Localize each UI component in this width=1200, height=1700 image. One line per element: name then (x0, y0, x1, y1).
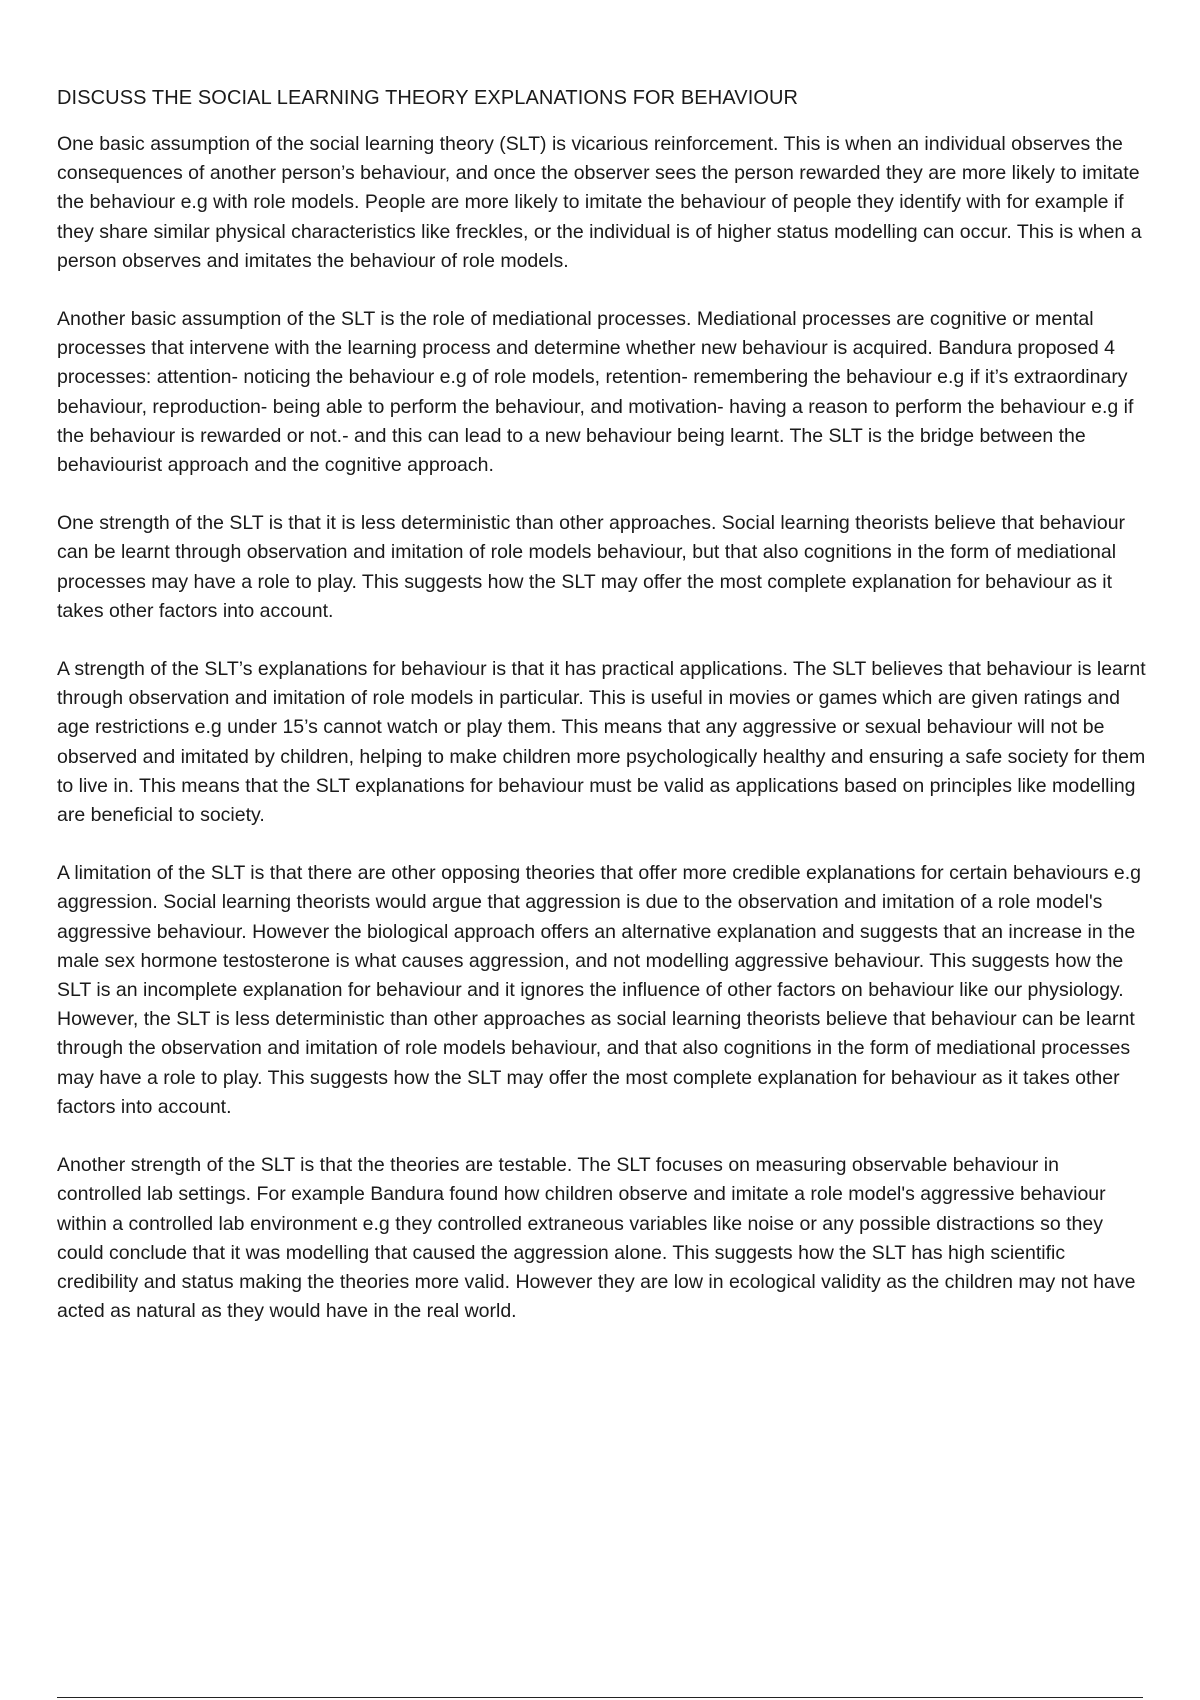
footer-divider (57, 1697, 1143, 1698)
paragraph-less-deterministic: One strength of the SLT is that it is less deterministic than other approaches. Social learning theorists believe that behaviour can be learnt through observation and imitation of role models behaviour, but that also cognitions in the form of mediational processes may have a role to play. This suggests how the SLT may offer the most complete explanation for behaviour as it takes other factors into account. (57, 512, 1126, 622)
paragraph-limitation-opposing-theories: A limitation of the SLT is that there are other opposing theories that offer more credible explanations for certain behaviours e.g aggression. Social learning theorists would argue that aggression is due to the observation and imitation of a role model's aggressive behaviour. However the biological approach offers an alternative explanation and suggests that an increase in the male sex hormone testosterone is what causes aggression, and not modelling aggressive behaviour. This suggests how the SLT is an incomplete explanation for behaviour and it ignores the influence of other factors on behaviour like our physiology. However, the SLT is less deterministic than other approaches as social learning theorists believe that behaviour can be learnt through the observation and imitation of role models behaviour, and that also cognitions in the form of mediational processes may have a role to play. This suggests how the SLT may offer the most complete explanation for behaviour as it takes other factors into account. (57, 862, 1141, 1118)
paragraph-testable-theories: Another strength of the SLT is that the theories are testable. The SLT focuses on measuring observable behaviour in controlled lab settings. For example Bandura found how children observe and imitate a role model's aggressive behaviour within a controlled lab environment e.g they controlled extraneous variables like noise or any possible distractions so they could conclude that it was modelling that caused the aggression alone. This suggests how the SLT has high scientific credibility and status making the theories more valid. However they are low in ecological validity as the children may not have acted as natural as they would have in the real world. (57, 1154, 1136, 1323)
paragraph-vicarious-reinforcement: One basic assumption of the social learning theory (SLT) is vicarious reinforcement. This is when an individual observes the consequences of another person’s behaviour, and once the observer sees the person rewarded they are more likely to imitate the behaviour e.g with role models. People are more likely to imitate the behaviour of people they identify with for example if they share similar physical characteristics like freckles, or the individual is of higher status modelling can occur. This is when a person observes and imitates the behaviour of role models. (57, 133, 1142, 272)
document-title: DISCUSS THE SOCIAL LEARNING THEORY EXPLANATIONS FOR BEHAVIOUR (57, 87, 799, 109)
document-page (57, 84, 1147, 1355)
paragraph-mediational-processes: Another basic assumption of the SLT is the role of mediational processes. Mediational processes are cognitive or mental processes that intervene with the learning process and determine whether new behaviour is acquired. Bandura proposed 4 processes: attention- noticing the behaviour e.g of role models, retention- remembering the behaviour e.g if it’s extraordinary behaviour, reproduction- being able to perform the behaviour, and motivation- having a reason to perform the behaviour e.g if the behaviour is rewarded or not.- and this can lead to a new behaviour being learnt. The SLT is the bridge between the behaviourist approach and the cognitive approach. (57, 308, 1134, 477)
paragraph-practical-applications: A strength of the SLT’s explanations for behaviour is that it has practical applications. The SLT believes that behaviour is learnt through observation and imitation of role models in particular. This is useful in movies or games which are given ratings and age restrictions e.g under 15’s cannot watch or play them. This means that any aggressive or sexual behaviour will not be observed and imitated by children, helping to make children more psychologically healthy and ensuring a safe society for them to live in. This means that the SLT explanations for behaviour must be valid as applications based on principles like modelling are beneficial to society. (57, 658, 1146, 827)
